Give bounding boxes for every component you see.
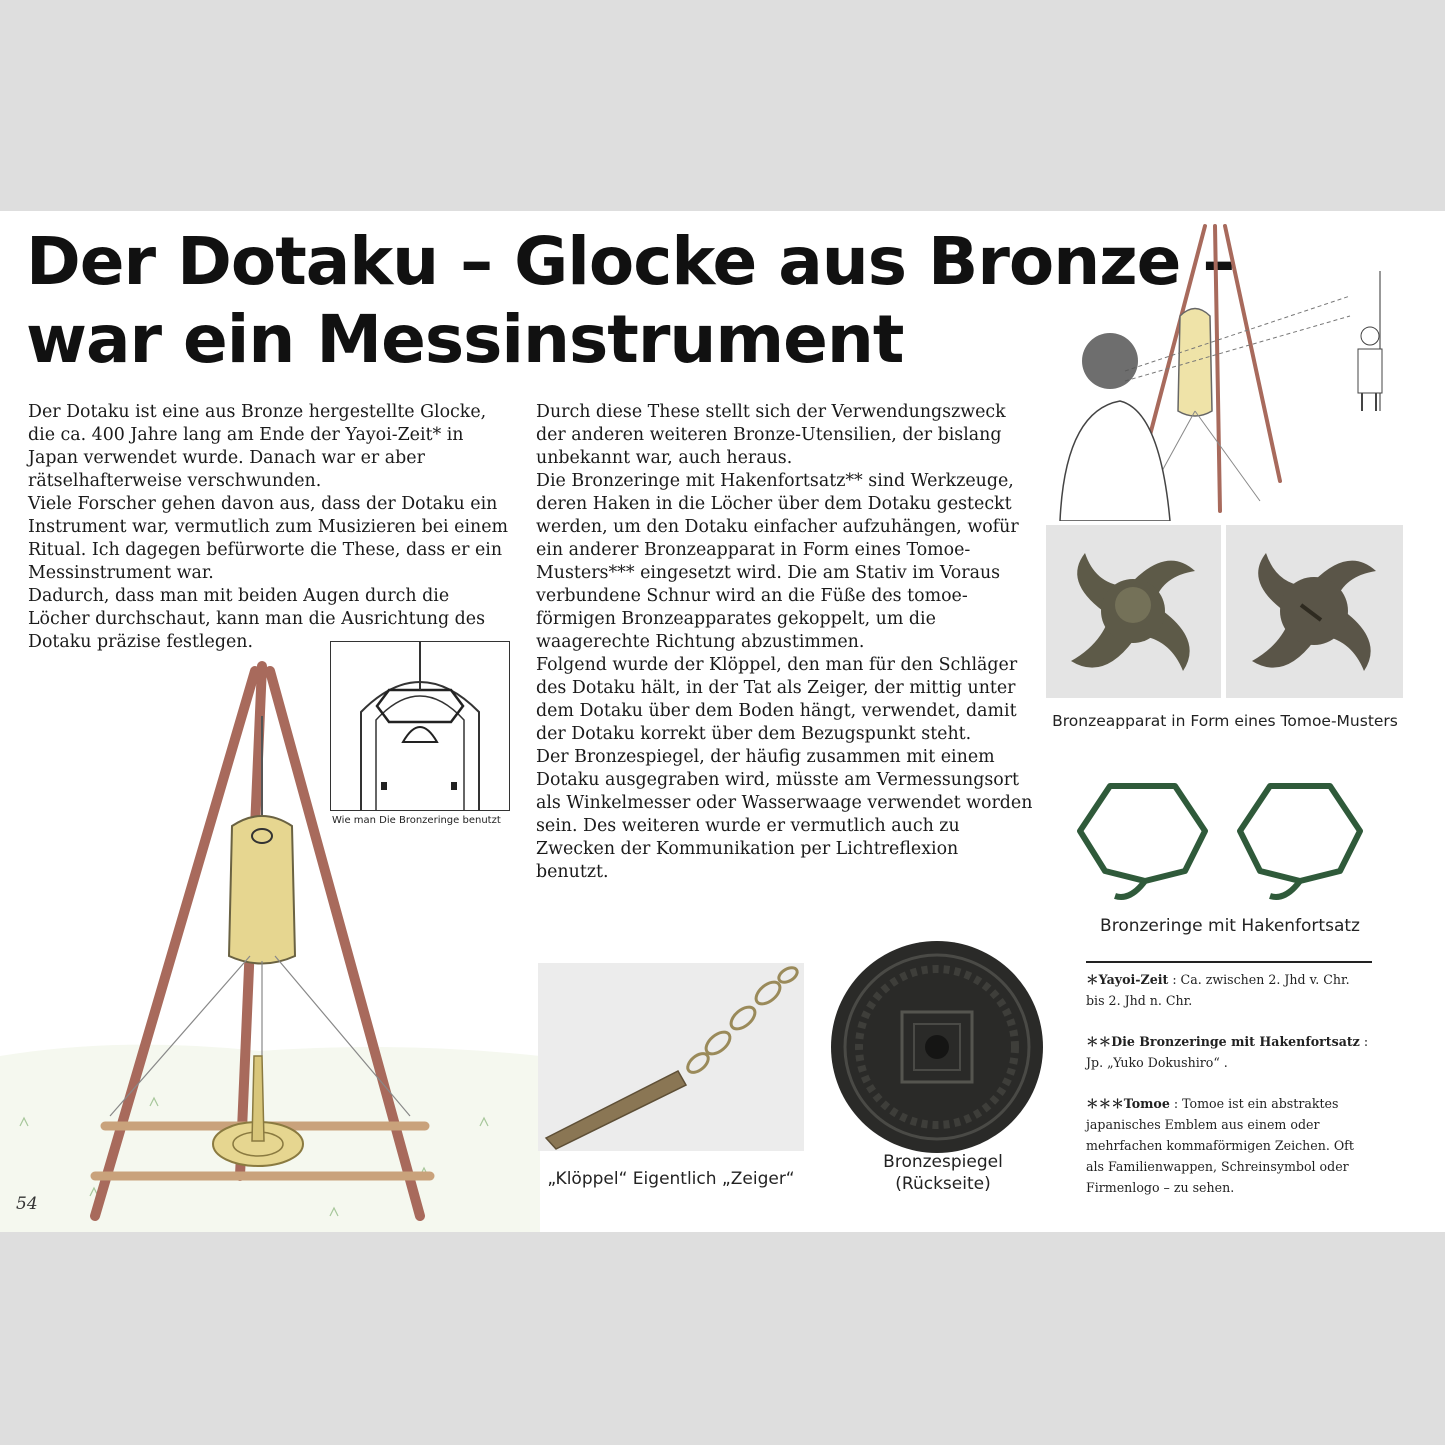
title-line-2: war ein Messinstrument: [26, 301, 904, 378]
title-line-1: Der Dotaku – Glocke aus Bronze –: [26, 223, 1235, 300]
paragraph: Die Bronzeringe mit Hakenfortsatz** sind Werkzeuge, deren Haken in die Löcher über dem Dotaku gesteckt werden, um den Dotaku einfacher aufzuhängen, wofür ein anderer Bronzeapparat in Form eines Tomoe-Musters*** eingesetzt wird. Die am Stativ im Voraus verbundene Schnur wird an die Füße des tomoe-förmigen Bronzeapparates gekoppelt, um die waagerechte Richtung abzustimmen.: [536, 471, 1019, 652]
footnote-text: : Ca. zwischen 2. Jhd v. Chr. bis 2. Jhd n. Chr.: [1086, 972, 1350, 1008]
paragraph: Dadurch, dass man mit beiden Augen durch die Löcher durchschaut, kann man die Ausrichtung des Dotaku präzise festlegen.: [28, 586, 485, 652]
footnotes: [1086, 961, 1372, 1218]
bronze-mirror-photo: [828, 938, 1046, 1156]
paragraph: Folgend wurde der Klöppel, den man für den Schläger des Dotaku hält, in der Tat als Zeiger, der mittig unter dem Dotaku über dem Boden hängt, verwendet, damit der Dotaku korrekt über dem Bezugspunkt steht.: [536, 655, 1018, 744]
mirror-caption-line-1: Bronzespiegel: [883, 1152, 1003, 1172]
footnote-term: ＊Yayoi-Zeit: [1086, 972, 1169, 987]
footnote: [1086, 1031, 1372, 1073]
text-column-middle: [536, 401, 1036, 884]
inset-diagram: [330, 641, 510, 811]
tomoe-photo-front: [1046, 525, 1221, 698]
paragraph: Der Bronzespiegel, der häufig zusammen mit einem Dotaku ausgegraben wird, müsste am Vermessungsort als Winkelmesser oder Wasserwaage verwendet worden sein. Des weiteren wurde er vermutlich auch zu Zwecken der Kommunikation per Lichtreflexion benutzt.: [536, 747, 1033, 882]
footnote-text: : Tomoe ist ein abstraktes japanisches Emblem aus einem oder mehrfachen kommaförmigen Zeichen. Oft als Familienwappen, Schreinsymbol oder Firmenlogo – zu sehen.: [1086, 1096, 1354, 1195]
footnote-term: ＊＊＊Tomoe: [1086, 1096, 1170, 1111]
observer-illustration: [1030, 221, 1420, 521]
book-page: [0, 211, 1445, 1232]
footnote: [1086, 1093, 1372, 1198]
paragraph: Der Dotaku ist eine aus Bronze hergestellte Glocke, die ca. 400 Jahre lang am Ende der Yayoi-Zeit* in Japan verwendet wurde. Danach war er aber rätselhafterweise verschwunden.: [28, 402, 487, 491]
page-number: 54: [16, 1194, 38, 1214]
paragraph: Durch diese These stellt sich der Verwendungszweck der anderen weiteren Bronze-Utensilien, der bislang unbekannt war, auch heraus.: [536, 402, 1006, 468]
tomoe-caption: Bronzeapparat in Form eines Tomoe-Musters: [1052, 712, 1398, 730]
kloeppel-caption: „Klöppel“ Eigentlich „Zeiger“: [547, 1169, 795, 1189]
footnote-text: : Jp. „Yuko Dokushiro“ .: [1086, 1034, 1369, 1070]
kloeppel-photo: [538, 963, 804, 1151]
footnote-term: ＊＊Die Bronzeringe mit Hakenfortsatz: [1086, 1034, 1360, 1049]
bronze-rings-photo: [1060, 766, 1400, 916]
mirror-caption-line-2: (Rückseite): [895, 1174, 991, 1194]
footnote: [1086, 969, 1372, 1011]
paragraph: Viele Forscher gehen davon aus, dass der Dotaku ein Instrument war, vermutlich zum Musizieren bei einem Ritual. Ich dagegen befürworte die These, dass er ein Messinstrument war.: [28, 494, 508, 583]
rings-caption: Bronzeringe mit Hakenfortsatz: [1100, 916, 1360, 936]
mirror-caption: [838, 1151, 1048, 1195]
tomoe-photo-back: [1226, 525, 1403, 698]
inset-caption: Wie man Die Bronzeringe benutzt: [332, 815, 501, 826]
text-column-left: [28, 401, 508, 654]
